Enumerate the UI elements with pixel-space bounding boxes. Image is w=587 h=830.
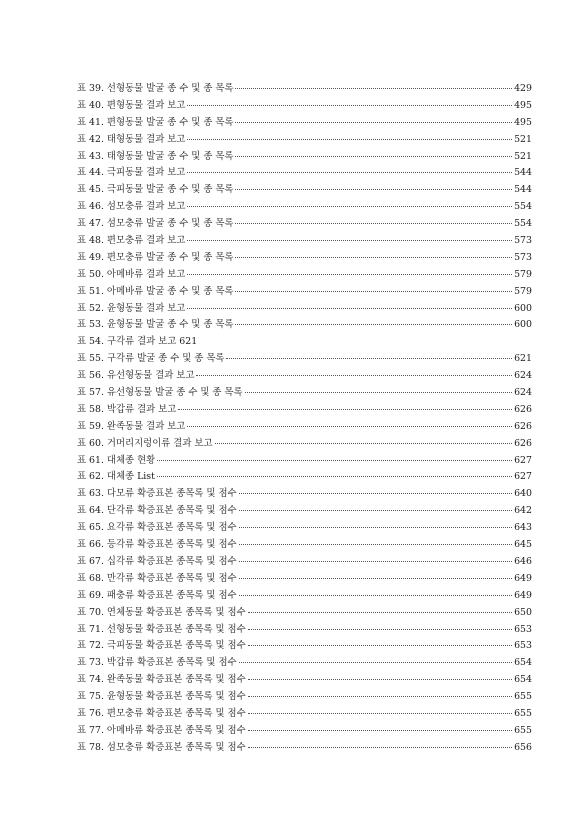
dot-leader	[235, 291, 512, 292]
toc-entry	[77, 267, 532, 284]
toc-entry-page-number: 600	[514, 319, 532, 331]
dot-leader	[239, 544, 513, 545]
toc-entry-label: 표 62. 대체종 List	[77, 471, 155, 483]
toc-entry-page-number: 600	[514, 302, 532, 314]
dot-leader	[187, 105, 512, 106]
toc-entry-page-number: 521	[514, 150, 532, 162]
toc-entry	[77, 199, 532, 216]
toc-entry-page-number: 653	[514, 623, 532, 635]
dot-leader	[178, 409, 512, 410]
toc-entry-page-number: 650	[514, 606, 532, 618]
toc-entry	[77, 301, 532, 318]
toc-entry-page-number: 621	[514, 353, 532, 365]
toc-entry	[77, 486, 532, 503]
dot-leader	[248, 713, 512, 714]
toc-entry-label: 표 54. 구각류 결과 보고 621	[77, 336, 198, 348]
toc-entry-page-number: 495	[514, 99, 532, 111]
toc-entry	[77, 537, 532, 554]
toc-entry	[77, 638, 532, 655]
toc-entry-page-number: 646	[514, 555, 532, 567]
dot-leader	[187, 274, 512, 275]
toc-entry-label: 표 78. 섬모충류 확증표본 종목록 및 점수	[77, 741, 246, 753]
toc-entry-label: 표 50. 아메바류 결과 보고	[77, 268, 186, 280]
dot-leader	[248, 612, 512, 613]
toc-entry	[77, 334, 532, 351]
toc-entry-page-number: 579	[514, 268, 532, 280]
toc-entry-page-number: 544	[514, 167, 532, 179]
dot-leader	[187, 426, 512, 427]
toc-entry	[77, 588, 532, 605]
toc-entry-page-number: 649	[514, 572, 532, 584]
dot-leader	[235, 257, 512, 258]
toc-entry-page-number: 544	[514, 184, 532, 196]
toc-entry	[77, 351, 532, 368]
dot-leader	[248, 629, 512, 630]
dot-leader	[239, 662, 513, 663]
toc-entry-label: 표 49. 편모충류 발굴 종 수 및 종 목록	[77, 251, 234, 263]
dot-leader	[235, 122, 512, 123]
dot-leader	[248, 645, 512, 646]
toc-entry-page-number: 642	[514, 505, 532, 517]
toc-entry	[77, 503, 532, 520]
toc-entry-label: 표 66. 등각류 확증표본 종목록 및 점수	[77, 539, 237, 551]
toc-entry-label: 표 70. 연체동물 확증표본 종목록 및 점수	[77, 606, 246, 618]
toc-entry	[77, 605, 532, 622]
toc-entry-page-number: 495	[514, 116, 532, 128]
toc-entry	[77, 740, 532, 757]
toc-entry-page-number: 554	[514, 201, 532, 213]
toc-entry	[77, 284, 532, 301]
toc-entry-page-number: 624	[514, 387, 532, 399]
toc-entry	[77, 453, 532, 470]
toc-entry-label: 표 77. 아메바류 확증표본 종목록 및 점수	[77, 724, 246, 736]
toc-entry-page-number: 627	[514, 454, 532, 466]
toc-entry	[77, 182, 532, 199]
toc-entry-label: 표 42. 태형동물 결과 보고	[77, 133, 186, 145]
toc-entry-page-number: 521	[514, 133, 532, 145]
dot-leader	[245, 392, 513, 393]
toc-entry	[77, 655, 532, 672]
dot-leader	[235, 324, 512, 325]
toc-entry	[77, 622, 532, 639]
dot-leader	[248, 679, 512, 680]
toc-entry-label: 표 61. 대체종 현황	[77, 454, 156, 466]
dot-leader	[239, 527, 513, 528]
dot-leader	[239, 561, 513, 562]
toc-entry-label: 표 71. 선형동물 확증표본 종목록 및 점수	[77, 623, 246, 635]
dot-leader	[196, 375, 512, 376]
toc-entry-label: 표 60. 거머리지렁이류 결과 보고	[77, 437, 213, 449]
dot-leader	[248, 696, 512, 697]
dot-leader	[187, 172, 512, 173]
toc-entry-page-number: 654	[514, 657, 532, 669]
dot-leader	[239, 493, 513, 494]
toc-entry-label: 표 72. 극피동물 확증표본 종목록 및 점수	[77, 640, 246, 652]
toc-entry-page-number: 624	[514, 370, 532, 382]
toc-entry-label: 표 39. 선형동물 발굴 종 수 및 종 목록	[77, 83, 234, 94]
toc-entry	[77, 233, 532, 250]
dot-leader	[239, 595, 513, 596]
toc-entry	[77, 149, 532, 166]
toc-entry	[77, 706, 532, 723]
toc-entry-page-number: 627	[514, 471, 532, 483]
toc-entry-page-number: 573	[514, 251, 532, 263]
toc-entry-label: 표 45. 극피동물 발굴 종 수 및 종 목록	[77, 184, 234, 196]
toc-entry-page-number: 655	[514, 691, 532, 703]
toc-entry	[77, 115, 532, 132]
toc-entry-label: 표 53. 윤형동물 발굴 종 수 및 종 목록	[77, 319, 234, 331]
toc-entry-page-number: 655	[514, 724, 532, 736]
toc-entry	[77, 385, 532, 402]
toc-entry-page-number: 640	[514, 488, 532, 500]
toc-entry-page-number: 649	[514, 589, 532, 601]
dot-leader	[235, 223, 512, 224]
toc-entry-page-number: 656	[514, 741, 532, 753]
toc-entry-label: 표 41. 편형동물 발굴 종 수 및 종 목록	[77, 116, 234, 128]
toc-entry	[77, 554, 532, 571]
toc-entry-label: 표 55. 구각류 발굴 종 수 및 종 목록	[77, 353, 225, 365]
toc-entry-label: 표 68. 만각류 확증표본 종목록 및 점수	[77, 572, 237, 584]
toc-entry-label: 표 57. 유선형동물 발굴 종 수 및 종 목록	[77, 387, 243, 399]
toc-entry-label: 표 51. 아메바류 발굴 종 수 및 종 목록	[77, 285, 234, 297]
toc-entry-page-number: 643	[514, 522, 532, 534]
dot-leader	[239, 578, 513, 579]
toc-entry-page-number: 573	[514, 235, 532, 247]
toc-entry-page-number: 653	[514, 640, 532, 652]
dot-leader	[235, 156, 512, 157]
toc-entry-label: 표 58. 박갑류 결과 보고	[77, 403, 177, 415]
toc-entry-label: 표 48. 편모충류 결과 보고	[77, 235, 186, 247]
toc-entry-label: 표 40. 편형동물 결과 보고	[77, 99, 186, 111]
toc-entry	[77, 402, 532, 419]
toc-entry-label: 표 64. 단각류 확증표본 종목록 및 점수	[77, 505, 237, 517]
dot-leader	[248, 747, 512, 748]
toc-entry-label: 표 75. 윤형동물 확증표본 종목록 및 점수	[77, 691, 246, 703]
toc-entry-label: 표 65. 요각류 확증표본 종목록 및 점수	[77, 522, 237, 534]
toc-entry	[77, 419, 532, 436]
toc-entry	[77, 571, 532, 588]
toc-entry-page-number: 655	[514, 707, 532, 719]
toc-entry-page-number: 626	[514, 437, 532, 449]
toc-entry-label: 표 73. 박갑류 확증표본 종목록 및 점수	[77, 657, 237, 669]
toc-entry-label: 표 69. 패충류 확증표본 종목록 및 점수	[77, 589, 237, 601]
dot-leader	[226, 358, 512, 359]
toc-entry-label: 표 76. 편모충류 확증표본 종목록 및 점수	[77, 707, 246, 719]
dot-leader	[239, 510, 513, 511]
toc-entry-label: 표 43. 태형동물 발굴 종 수 및 종 목록	[77, 150, 234, 162]
toc-entry-label: 표 56. 유선형동물 결과 보고	[77, 370, 195, 382]
toc-entry-label: 표 67. 십각류 확증표본 종목록 및 점수	[77, 555, 237, 567]
toc-entry-label: 표 63. 다모류 확증표본 종목록 및 점수	[77, 488, 237, 500]
toc-entry	[77, 81, 532, 98]
dot-leader	[157, 460, 512, 461]
toc-entry-page-number: 429	[514, 83, 532, 94]
toc-entry	[77, 317, 532, 334]
toc-entry	[77, 216, 532, 233]
dot-leader	[248, 730, 512, 731]
dot-leader	[187, 240, 512, 241]
toc-entry-page-number: 554	[514, 218, 532, 230]
toc-entry-page-number: 626	[514, 420, 532, 432]
dot-leader	[187, 139, 512, 140]
dot-leader	[187, 206, 512, 207]
toc-entry-page-number: 579	[514, 285, 532, 297]
toc-entry	[77, 368, 532, 385]
toc-entry	[77, 689, 532, 706]
dot-leader	[215, 443, 513, 444]
toc-entry-page-number: 626	[514, 403, 532, 415]
toc-entry-label: 표 74. 완족동물 확증표본 종목록 및 점수	[77, 674, 246, 686]
toc-entry	[77, 520, 532, 537]
table-of-contents-list	[77, 81, 532, 757]
toc-entry	[77, 672, 532, 689]
toc-entry-label: 표 47. 섬모충류 발굴 종 수 및 종 목록	[77, 218, 234, 230]
dot-leader	[187, 308, 512, 309]
toc-entry-label: 표 46. 섬모충류 결과 보고	[77, 201, 186, 213]
toc-entry-page-number: 645	[514, 539, 532, 551]
dot-leader	[235, 88, 512, 89]
dot-leader	[235, 189, 512, 190]
toc-entry	[77, 165, 532, 182]
toc-entry-label: 표 52. 윤형동물 결과 보고	[77, 302, 186, 314]
toc-entry	[77, 98, 532, 115]
toc-entry	[77, 469, 532, 486]
toc-entry	[77, 723, 532, 740]
toc-entry	[77, 132, 532, 149]
toc-entry-label: 표 59. 완족동물 결과 보고	[77, 420, 186, 432]
dot-leader	[157, 476, 512, 477]
toc-entry-page-number: 654	[514, 674, 532, 686]
toc-entry	[77, 250, 532, 267]
toc-entry	[77, 436, 532, 453]
toc-entry-label: 표 44. 극피동물 결과 보고	[77, 167, 186, 179]
